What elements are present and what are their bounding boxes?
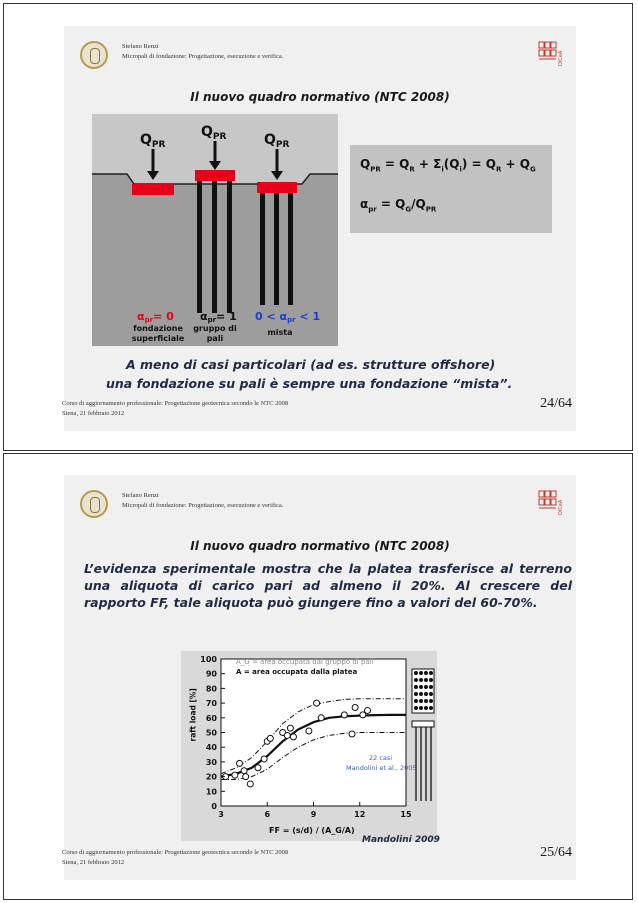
y-tick-label: 90: [205, 669, 217, 679]
data-point: [232, 772, 238, 778]
alpha-range-label: 0 < αpr < 1: [255, 310, 321, 324]
y-tick-label: 50: [205, 728, 217, 738]
slide-25: [64, 475, 576, 880]
footer-course: Corso di aggiornamento professionale: Progettazione geotecnica secondo le NTC 2008: [62, 849, 289, 856]
y-tick-label: 20: [205, 772, 217, 782]
caption-shallow: fondazione superficiale: [131, 324, 185, 343]
slide-page-24: [3, 3, 633, 451]
dicea-logo-icon: [538, 38, 568, 68]
page-number: 24/64: [540, 396, 572, 411]
data-point: [318, 715, 324, 721]
pile-diagram: [92, 114, 338, 346]
data-point: [237, 760, 243, 766]
svg-text:DICeA: DICeA: [558, 499, 564, 515]
x-axis-label: FF = (s/d) / (A_G/A): [269, 826, 355, 835]
header-author: Stefano Renzi: [122, 43, 159, 50]
slide-title: Il nuovo quadro normativo (NTC 2008): [190, 90, 450, 104]
header-subtitle: Micropali di fondazione: Progettazione, esecuzione e verifica.: [122, 53, 284, 60]
data-point: [284, 732, 290, 738]
y-tick-label: 80: [205, 684, 217, 694]
annotation-cases: 22 casi: [369, 754, 393, 762]
data-point: [255, 765, 261, 771]
data-point: [241, 768, 247, 774]
y-tick-label: 70: [205, 699, 217, 709]
footer-course: Corso di aggiornamento professionale: Progettazione geotecnica secondo le NTC 2008: [62, 400, 289, 407]
page-number: 25/64: [540, 845, 572, 860]
alpha-one-label: αpr= 1: [200, 310, 237, 324]
data-point: [267, 735, 273, 741]
data-point: [247, 781, 253, 787]
alpha-zero-label: αpr= 0: [137, 310, 174, 324]
x-tick-label: 3: [218, 810, 224, 819]
x-tick-label: 9: [310, 810, 317, 819]
pile-group-schematic: [412, 669, 434, 801]
y-tick-label: 0: [211, 802, 217, 811]
y-axis-label: raft load [%]: [188, 688, 198, 742]
data-point: [314, 700, 320, 706]
caption-pile-group: gruppo di pali: [193, 324, 237, 343]
data-point: [290, 734, 296, 740]
svg-text:DICeA: DICeA: [558, 50, 564, 66]
footer-place-date: Siena, 21 febbraio 2012: [62, 859, 125, 866]
formula-alpha: $\alpha_{pr} = Q_G/Q_{PR}$: [360, 197, 437, 214]
x-tick-label: 15: [400, 810, 412, 819]
slide1-body-line1: A meno di casi particolari (ad es. strutture offshore): [126, 357, 496, 372]
university-seal-icon: [80, 490, 108, 518]
annotation-source: Mandolini et al., 2005: [346, 764, 417, 772]
load-label-3: $Q_{PR}$: [264, 132, 290, 150]
slide1-body-line2: una fondazione su pali è sempre una fondazione “mista”.: [106, 376, 513, 391]
load-label-2: $Q_{PR}$: [201, 124, 227, 142]
legend-ag: A_G = area occupata dal gruppo di pali: [236, 658, 374, 666]
data-point: [287, 725, 293, 731]
legend-a: A = area occupata dalla platea: [236, 668, 358, 676]
raft-cap-3: [257, 182, 297, 193]
slide-page-25: [3, 453, 633, 900]
formula-load-sum: $Q_{PR} = Q_R + \Sigma_i(Q_i) = Q_R + Q_G$: [360, 157, 536, 174]
data-point: [364, 707, 370, 713]
data-point: [341, 712, 347, 718]
raft-cap-1: [132, 184, 174, 195]
caption-mixed: mista: [267, 328, 293, 337]
y-tick-label: 30: [205, 757, 217, 767]
slide2-body: L’evidenza sperimentale mostra che la platea trasferisce al terreno una aliquota di carico pari ad almeno il 20%. Al crescere del rapporto FF, tale aliquota può giungere fino a valori del 60-70%.: [84, 561, 572, 610]
data-point: [243, 774, 249, 780]
x-tick-label: 12: [354, 810, 366, 819]
header-subtitle: Micropali di fondazione: Progettazione, esecuzione e verifica.: [122, 502, 284, 509]
raft-load-chart: [181, 651, 437, 841]
slide-title: Il nuovo quadro normativo (NTC 2008): [190, 539, 450, 553]
data-point: [261, 756, 267, 762]
load-label-1: $Q_{PR}$: [140, 132, 166, 150]
university-seal-icon: [80, 41, 108, 69]
data-point: [349, 731, 355, 737]
y-tick-label: 40: [205, 743, 217, 753]
formula-box: [350, 145, 552, 233]
data-point: [352, 705, 358, 711]
slide-24: [64, 26, 576, 431]
x-tick-label: 6: [264, 810, 271, 819]
footer-place-date: Siena, 21 febbraio 2012: [62, 410, 125, 417]
raft-load-chart-svg: [181, 651, 437, 841]
raft-cap-2: [195, 170, 235, 181]
y-tick-label: 60: [205, 713, 217, 723]
y-tick-label: 10: [205, 787, 217, 797]
data-point: [306, 728, 312, 734]
pile-diagram-svg: [92, 114, 338, 346]
y-tick-label: 100: [200, 655, 217, 664]
dicea-logo-icon: [538, 487, 568, 517]
header-author: Stefano Renzi: [122, 492, 159, 499]
chart-credit: Mandolini 2009: [362, 835, 440, 845]
